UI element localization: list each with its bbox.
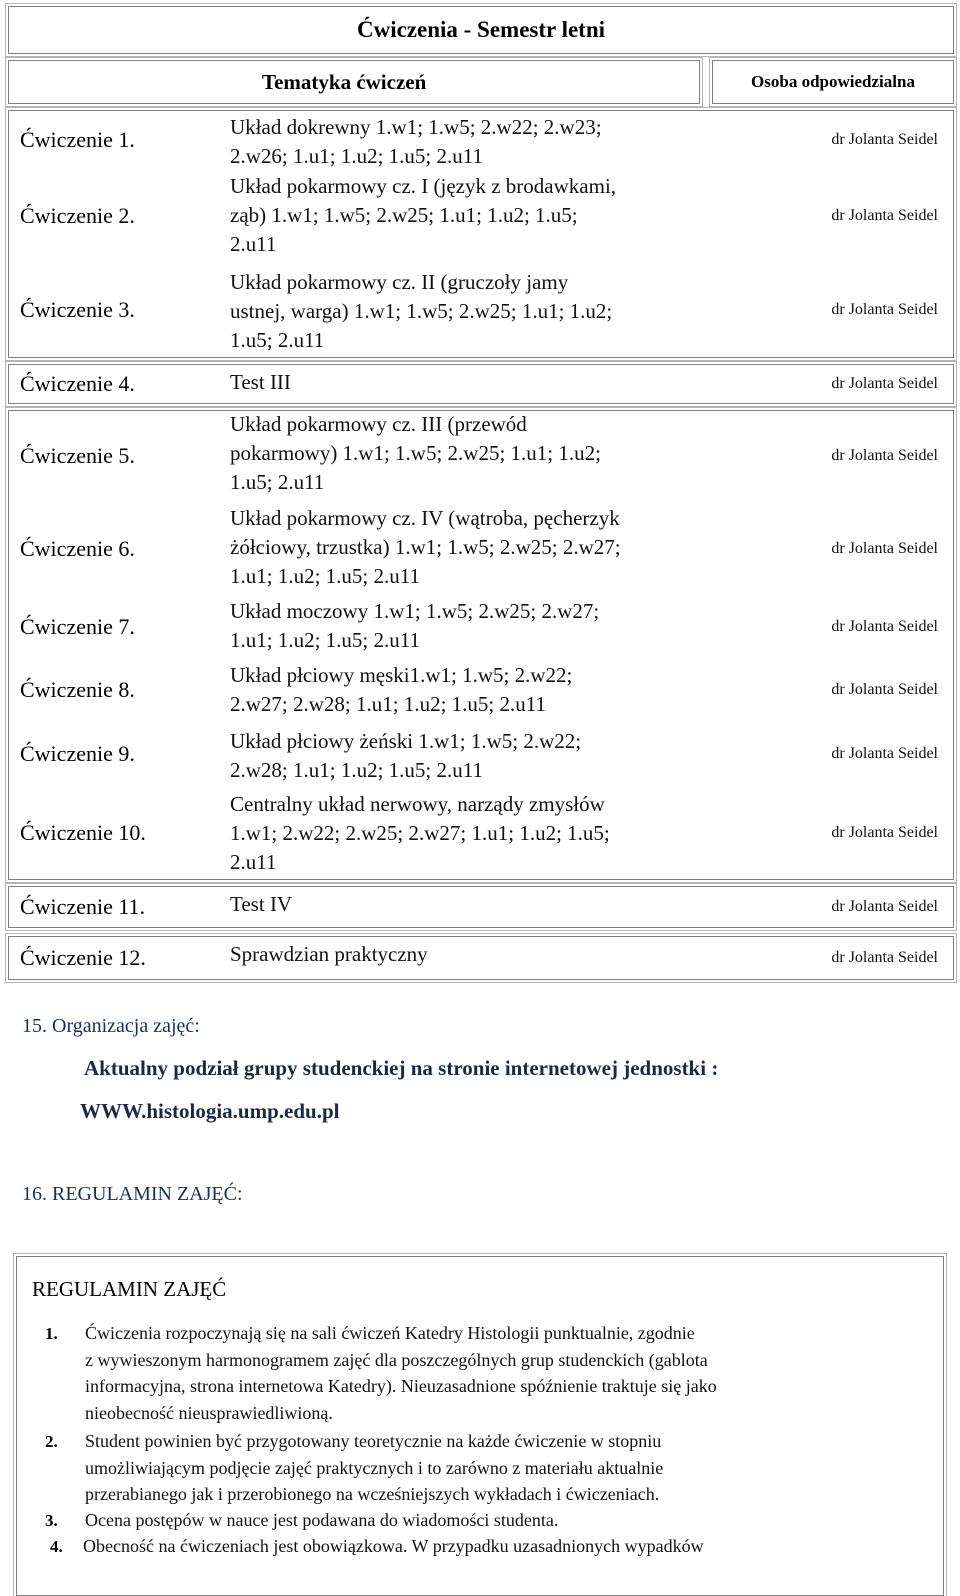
regulamin-line: z wywieszonym harmonogramem zajęć dla poszczególnych grup studenckich (gablota	[85, 1349, 708, 1370]
topic-line: ustnej, warga) 1.w1; 1.w5; 2.w25; 1.u1; 1.u2;	[230, 299, 613, 323]
topic-line: pokarmowy) 1.w1; 1.w5; 2.w25; 1.u1; 1.u2;	[230, 441, 601, 465]
topic-line: Układ pokarmowy cz. IV (wątroba, pęcherzyk	[230, 506, 620, 530]
exercise-topic	[230, 727, 581, 785]
exercise-label: Ćwiczenie 2.	[20, 203, 135, 228]
exercise-label: Ćwiczenie 3.	[20, 297, 135, 322]
exercise-topic	[230, 113, 602, 171]
exercise-responsible: dr Jolanta Seidel	[831, 824, 938, 841]
topic-header: Tematyka ćwiczeń	[262, 69, 427, 94]
topic-line: 2.u11	[230, 232, 277, 256]
exercise-topic	[230, 410, 601, 497]
exercise-topic	[230, 940, 428, 969]
regulamin-item-number: 4.	[50, 1537, 63, 1556]
topic-line: Układ płciowy męski1.w1; 1.w5; 2.w22;	[230, 663, 573, 687]
topic-line: Układ płciowy żeński 1.w1; 1.w5; 2.w22;	[230, 729, 582, 753]
regulamin-item-number: 2.	[45, 1432, 58, 1451]
responsible-header: Osoba odpowiedzialna	[751, 72, 915, 91]
group-box-5	[8, 936, 954, 980]
exercise-label: Ćwiczenie 6.	[20, 536, 135, 561]
regulamin-line: Student powinien być przygotowany teoretycznie na każde ćwiczenie w stopniu	[85, 1431, 662, 1451]
regulamin-item-text	[83, 1533, 704, 1560]
exercise-responsible: dr Jolanta Seidel	[831, 301, 938, 318]
exercise-responsible: dr Jolanta Seidel	[831, 949, 938, 966]
regulamin-title: REGULAMIN ZAJĘĆ	[32, 1277, 227, 1301]
regulamin-line: informacyjna, strona internetowa Katedry). Nieuzasadnione spóźnienie traktuje się jako	[85, 1376, 717, 1396]
topic-line: 2.w27; 2.w28; 1.u1; 1.u2; 1.u5; 2.u11	[230, 692, 546, 716]
topic-line: ząb) 1.w1; 1.w5; 2.w25; 1.u1; 1.u2; 1.u5;	[230, 203, 578, 227]
exercise-topic	[230, 890, 292, 919]
topic-line: Centralny układ nerwowy, narządy zmysłów	[230, 792, 605, 816]
group-box-4	[8, 886, 954, 928]
topic-line: 2.w28; 1.u1; 1.u2; 1.u5; 2.u11	[230, 758, 483, 782]
exercise-label: Ćwiczenie 12.	[20, 945, 146, 970]
exercise-responsible: dr Jolanta Seidel	[831, 540, 938, 557]
exercise-label: Ćwiczenie 4.	[20, 371, 135, 396]
topic-line: 1.u1; 1.u2; 1.u5; 2.u11	[230, 564, 420, 588]
regulamin-item-number: 3.	[45, 1511, 58, 1530]
regulamin-item-text	[85, 1428, 663, 1508]
exercise-label: Ćwiczenie 1.	[20, 127, 135, 152]
exercise-label: Ćwiczenie 9.	[20, 741, 135, 766]
exercise-responsible: dr Jolanta Seidel	[831, 375, 938, 392]
topic-line: 1.w1; 2.w22; 2.w25; 2.w27; 1.u1; 1.u2; 1.u5;	[230, 821, 610, 845]
regulamin-line: Ocena postępów w nauce jest podawana do wiadomości studenta.	[85, 1510, 559, 1530]
regulamin-line: Ćwiczenia rozpoczynają się na sali ćwiczeń Katedry Histologii punktualnie, zgodnie	[85, 1323, 695, 1343]
website-link[interactable]: WWW.histologia.ump.edu.pl	[80, 1099, 340, 1123]
group-split-info: Aktualny podział grupy studenckiej na stronie internetowej jednostki :	[84, 1056, 719, 1080]
exercise-responsible: dr Jolanta Seidel	[831, 745, 938, 762]
exercise-topic	[230, 597, 599, 655]
topic-line: 2.w26; 1.u1; 1.u2; 1.u5; 2.u11	[230, 144, 483, 168]
topic-line: Układ dokrewny 1.w1; 1.w5; 2.w22; 2.w23;	[230, 115, 602, 139]
regulamin-line: umożliwiającym podjęcie zajęć praktycznych i to zarówno z materiału aktualnie	[85, 1457, 664, 1478]
regulamin-item-number: 1.	[45, 1324, 58, 1343]
exercise-topic	[230, 268, 612, 355]
exercise-responsible: dr Jolanta Seidel	[831, 898, 938, 915]
regulamin-item-text	[85, 1507, 558, 1534]
exercise-topic	[230, 661, 572, 719]
regulamin-line: nieobecność nieusprawiedliwioną.	[85, 1402, 333, 1423]
topic-line: Układ pokarmowy cz. III (przewód	[230, 412, 527, 436]
topic-line: żółciowy, trzustka) 1.w1; 1.w5; 2.w25; 2.w27;	[230, 535, 621, 559]
section-15-heading: 15. Organizacja zajęć:	[22, 1015, 200, 1037]
regulamin-line: Obecność na ćwiczeniach jest obowiązkowa. W przypadku uzasadnionych wypadków	[83, 1536, 704, 1556]
exercise-responsible: dr Jolanta Seidel	[831, 447, 938, 464]
topic-line: 1.u1; 1.u2; 1.u5; 2.u11	[230, 628, 420, 652]
topic-line: Układ moczowy 1.w1; 1.w5; 2.w25; 2.w27;	[230, 599, 600, 623]
exercise-responsible: dr Jolanta Seidel	[831, 207, 938, 224]
topic-line: 2.u11	[230, 850, 277, 874]
topic-line: Układ pokarmowy cz. II (gruczoły jamy	[230, 270, 569, 294]
topic-line: Sprawdzian praktyczny	[230, 942, 428, 966]
topic-line: Test IV	[230, 892, 293, 916]
exercise-responsible: dr Jolanta Seidel	[831, 131, 938, 148]
exercise-responsible: dr Jolanta Seidel	[831, 618, 938, 635]
exercise-label: Ćwiczenie 5.	[20, 443, 135, 468]
topic-line: 1.u5; 2.u11	[230, 470, 325, 494]
topic-line: 1.u5; 2.u11	[230, 328, 325, 352]
table-title: Ćwiczenia - Semestr letni	[356, 17, 606, 42]
exercise-topic	[230, 172, 616, 259]
topic-line: Układ pokarmowy cz. I (język z brodawkami,	[230, 174, 617, 198]
exercise-label: Ćwiczenie 11.	[20, 894, 146, 919]
exercise-label: Ćwiczenie 10.	[20, 820, 146, 845]
group-box-2	[8, 364, 954, 404]
regulamin-item-text	[85, 1320, 717, 1426]
exercise-label: Ćwiczenie 8.	[20, 677, 135, 702]
exercise-topic	[230, 504, 621, 591]
exercise-topic	[230, 368, 291, 397]
topic-line: Test III	[230, 370, 291, 394]
exercise-label: Ćwiczenie 7.	[20, 614, 135, 639]
exercise-responsible: dr Jolanta Seidel	[831, 681, 938, 698]
exercise-topic	[230, 790, 610, 877]
section-16-heading: 16. REGULAMIN ZAJĘĆ:	[22, 1183, 243, 1205]
regulamin-line: przerabianego jak i przerobionego na wcześniejszych wykładach i ćwiczeniach.	[85, 1484, 660, 1504]
